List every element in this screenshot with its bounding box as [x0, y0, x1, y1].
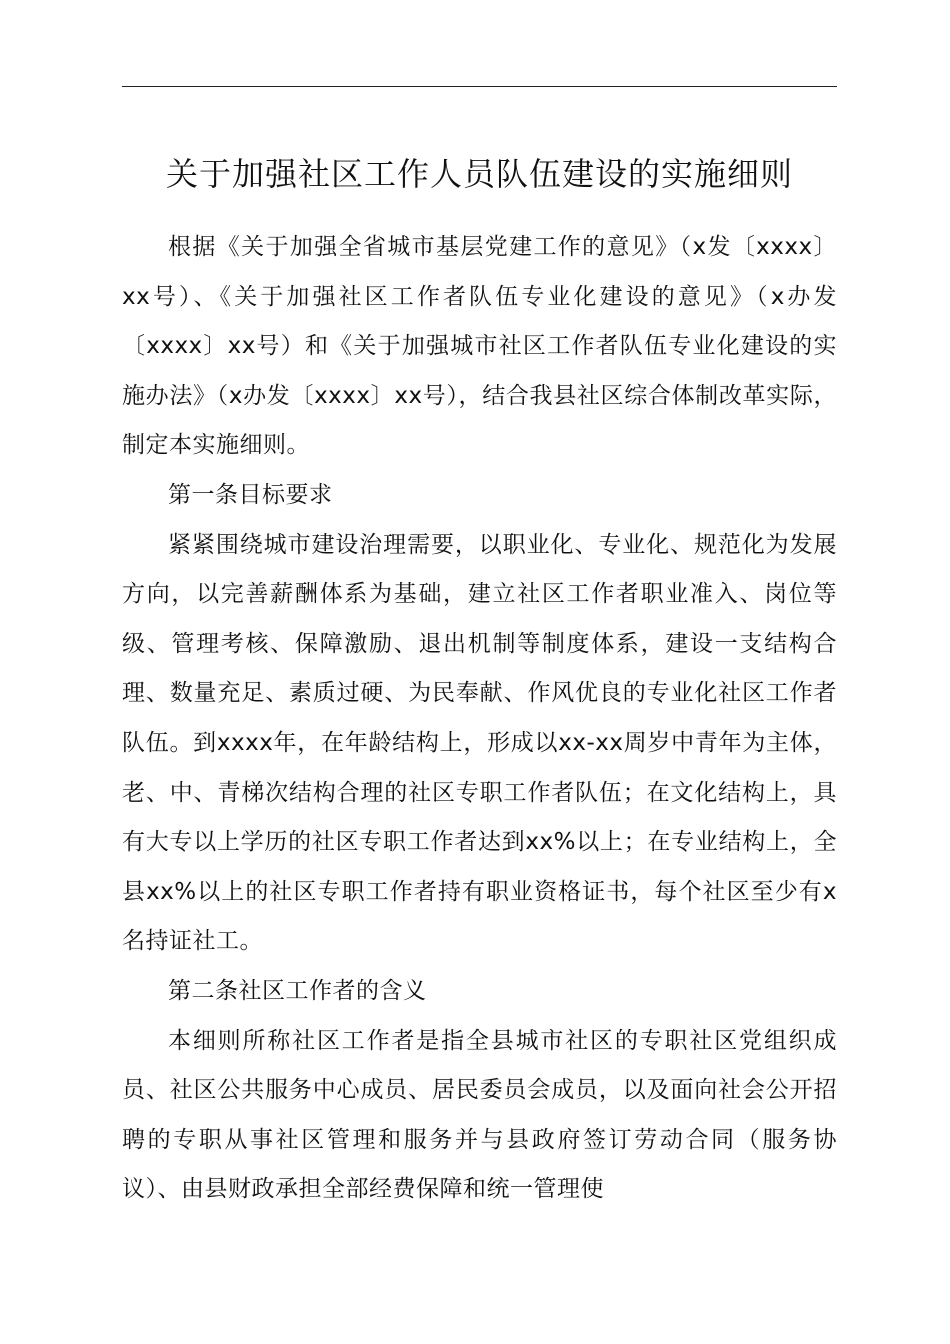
document-title: 关于加强社区工作人员队伍建设的实施细则 — [165, 155, 793, 193]
paragraph-definition: 本细则所称社区工作者是指全县城市社区的专职社区党组织成员、社区公共服务中心成员、居民委员会成员，以及面向社会公开招聘的专职从事社区管理和服务并与县政府签订劳动合同（服务协议）、由县财政承担全部经费保障和统一管理使 — [122, 1027, 837, 1203]
paragraph-objectives: 紧紧围绕城市建设治理需要，以职业化、专业化、规范化为发展方向，以完善薪酬体系为基础，建立社区工作者职业准入、岗位等级、管理考核、保障激励、退出机制等制度体系，建设一支结构合理、数量充足、素质过硬、为民奉献、作风优良的专业化社区工作者队伍。到xxxx年，在年龄结构上，形成以xx-xx周岁中青年为主体，老、中、青梯次结构合理的社区专职工作者队伍；在文化结构上，具有大专以上学历的社区专职工作者达到xx%以上；在专业结构上，全县xx%以上的社区专职工作者持有职业资格证书，每个社区至少有x名持证社工。 — [122, 531, 837, 955]
article-1-heading: 第一条目标要求 — [168, 481, 333, 508]
header-rule — [122, 86, 837, 87]
paragraph-basis: 根据《关于加强全省城市基层党建工作的意见》（x发〔xxxx〕xx号）、《关于加强社区工作者队伍专业化建设的意见》（x办发〔xxxx〕xx号）和《关于加强城市社区工作者队伍专业化建设的实施办法》（x办发〔xxxx〕xx号），结合我县社区综合体制改革实际，制定本实施细则。 — [122, 234, 837, 459]
document-body — [122, 223, 837, 1215]
article-2-heading: 第二条社区工作者的含义 — [168, 977, 427, 1004]
